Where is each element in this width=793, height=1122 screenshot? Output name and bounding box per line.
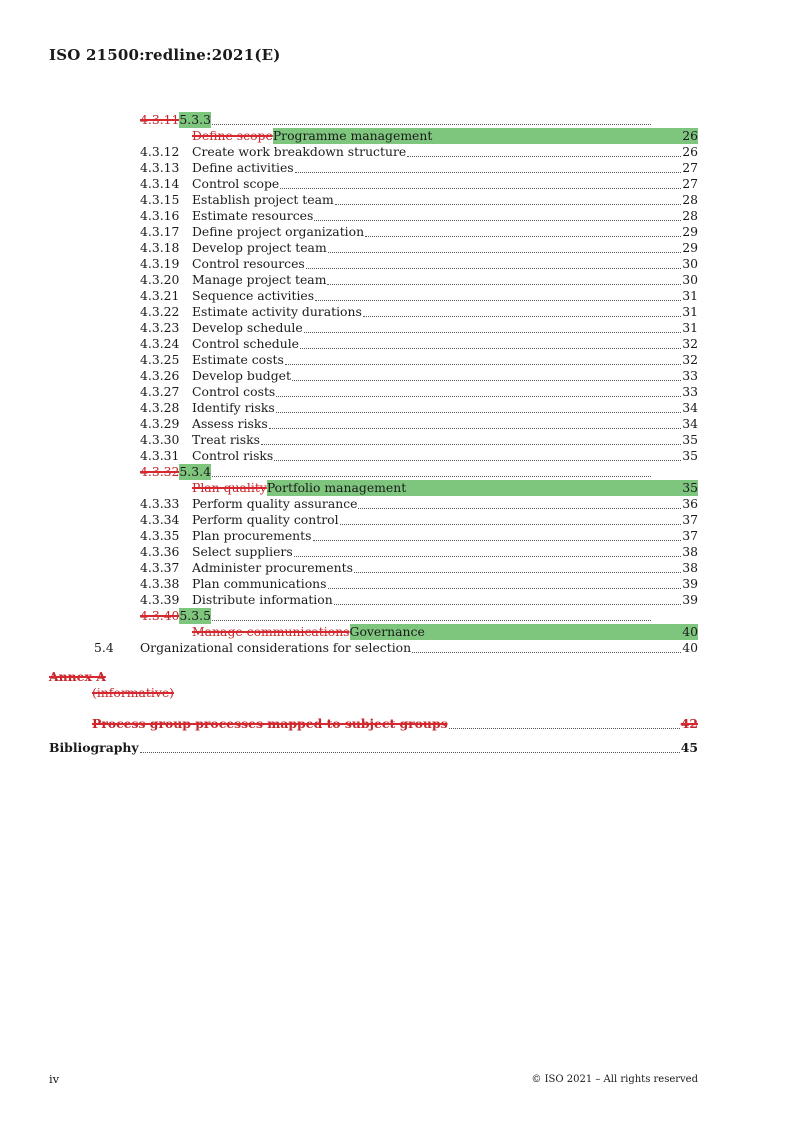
inserted-title-block [350, 624, 698, 640]
section-title: Control risks [192, 448, 274, 463]
section-title: Create work breakdown structure [192, 144, 407, 159]
leader-dots [294, 555, 682, 557]
footer-copyright: © ISO 2021 – All rights reserved [531, 1074, 698, 1085]
leader-dots [140, 751, 680, 753]
toc-row-5-3-4-title[interactable] [192, 480, 698, 496]
toc-row[interactable] [140, 416, 698, 432]
page-number: 31 [682, 304, 698, 319]
section-number: 4.3.26 [140, 368, 180, 383]
section-number: 4.3.36 [140, 544, 180, 559]
annex-label[interactable]: Annex A [49, 669, 106, 684]
section-number: 4.3.25 [140, 352, 180, 367]
inserted-title-block [267, 480, 698, 496]
page-number: 27 [682, 176, 698, 191]
section-title: Develop project team [192, 240, 327, 255]
section-title: Distribute information [192, 592, 333, 607]
page-number: 38 [682, 560, 698, 575]
section-title: Define activities [192, 160, 294, 175]
inserted-number: 5.3.5 [179, 608, 211, 623]
leader-dots [212, 123, 651, 125]
toc-row[interactable] [140, 144, 698, 160]
toc-row[interactable] [140, 384, 698, 400]
toc-row[interactable] [140, 560, 698, 576]
leader-dots [449, 727, 680, 729]
toc-row[interactable] [140, 304, 698, 320]
section-title: Assess risks [192, 416, 268, 431]
section-number: 4.3.22 [140, 304, 180, 319]
leader-dots [280, 187, 681, 189]
page-number: 29 [682, 224, 698, 239]
leader-dots [412, 651, 681, 653]
section-title: Control resources [192, 256, 305, 271]
section-number: 4.3.28 [140, 400, 180, 415]
leader-dots [269, 427, 681, 429]
section-title: Control costs [192, 384, 276, 399]
section-title: Organizational considerations for selection [140, 640, 412, 655]
toc-row-5-3-5-number[interactable] [140, 608, 652, 624]
toc-row[interactable] [140, 368, 698, 384]
leader-dots [340, 523, 682, 525]
toc-row-bibliography[interactable] [49, 740, 698, 756]
toc-row[interactable] [140, 256, 698, 272]
toc-row[interactable] [140, 512, 698, 528]
toc-row[interactable] [140, 320, 698, 336]
toc-row[interactable] [140, 592, 698, 608]
page-number: 36 [682, 496, 698, 511]
page-number: 32 [682, 336, 698, 351]
toc-row[interactable] [140, 400, 698, 416]
leader-dots [285, 363, 681, 365]
inserted-title: Governance [349, 624, 425, 639]
toc-row[interactable] [140, 448, 698, 464]
section-title: Process group processes mapped to subject groups [92, 716, 448, 731]
section-number: 4.3.14 [140, 176, 180, 191]
page-number: 38 [682, 544, 698, 559]
leader-dots [335, 203, 682, 205]
leader-dots [295, 171, 682, 173]
toc-row[interactable] [140, 272, 698, 288]
leader-dots [313, 539, 682, 541]
toc-row[interactable] [140, 224, 698, 240]
document-header: ISO 21500:redline:2021(E) [49, 46, 281, 64]
section-number: 4.3.31 [140, 448, 180, 463]
toc-row[interactable] [140, 496, 698, 512]
toc-row[interactable] [140, 544, 698, 560]
section-title: Estimate activity durations [192, 304, 362, 319]
leader-dots [354, 571, 681, 573]
leader-dots [306, 267, 681, 269]
page-number: 40 [682, 640, 698, 655]
toc-row[interactable] [140, 576, 698, 592]
page-number: 35 [682, 480, 698, 495]
section-title: Estimate resources [192, 208, 314, 223]
page-number: 29 [682, 240, 698, 255]
section-number: 4.3.35 [140, 528, 180, 543]
leader-dots [276, 395, 681, 397]
leader-dots [327, 283, 681, 285]
leader-dots [407, 155, 681, 157]
toc-row[interactable] [140, 192, 698, 208]
toc-row[interactable] [140, 288, 698, 304]
page-number: 45 [680, 740, 698, 755]
page-number: 37 [682, 528, 698, 543]
leader-dots [300, 347, 681, 349]
section-number: 4.3.17 [140, 224, 180, 239]
section-title: Sequence activities [192, 288, 315, 303]
section-number: 4.3.21 [140, 288, 180, 303]
section-title: Plan procurements [192, 528, 312, 543]
leader-dots [292, 379, 681, 381]
section-number: 4.3.19 [140, 256, 180, 271]
page-number: 30 [682, 272, 698, 287]
section-title: Administer procurements [192, 560, 353, 575]
section-number: 4.3.18 [140, 240, 180, 255]
section-title: Establish project team [192, 192, 334, 207]
section-title: Treat risks [192, 432, 260, 447]
page-number: 28 [682, 192, 698, 207]
section-number: 4.3.37 [140, 560, 180, 575]
deleted-title: Manage communications [192, 624, 350, 639]
toc-row-5-3-5-title[interactable] [192, 624, 698, 640]
section-title: Control scope [192, 176, 280, 191]
section-number: 4.3.27 [140, 384, 180, 399]
leader-dots [363, 315, 681, 317]
section-number: 4.3.23 [140, 320, 180, 335]
leader-dots [358, 507, 681, 509]
leader-dots [314, 219, 681, 221]
page-number: 27 [682, 160, 698, 175]
toc-row[interactable] [140, 208, 698, 224]
annex-subtitle: (informative) [92, 685, 174, 700]
page-number: 32 [682, 352, 698, 367]
leader-dots [365, 235, 681, 237]
section-number: 4.3.24 [140, 336, 180, 351]
inserted-title-block [273, 128, 698, 144]
leader-dots [334, 603, 682, 605]
deleted-title: Define scope [192, 128, 273, 143]
page-number: 33 [682, 384, 698, 399]
leader-dots [304, 331, 682, 333]
section-number: 5.4 [94, 640, 114, 655]
toc-row[interactable] [140, 160, 698, 176]
section-title: Identify risks [192, 400, 275, 415]
page-number: 26 [682, 144, 698, 159]
section-number: 4.3.13 [140, 160, 180, 175]
page-number: 34 [682, 400, 698, 415]
deleted-number: 4.3.32 [140, 464, 180, 479]
leader-dots [328, 587, 682, 589]
leader-dots [276, 411, 682, 413]
section-title: Control schedule [192, 336, 300, 351]
page-number: 33 [682, 368, 698, 383]
leader-dots [212, 619, 651, 621]
deleted-number: 4.3.40 [140, 608, 180, 623]
page-number: 34 [682, 416, 698, 431]
section-title: Select suppliers [192, 544, 293, 559]
inserted-title: Programme management [272, 128, 433, 143]
page-number: 40 [682, 624, 698, 639]
toc-row-5-4[interactable] [94, 640, 698, 656]
section-title: Perform quality control [192, 512, 339, 527]
page-number: 35 [682, 432, 698, 447]
page-number: 26 [682, 128, 698, 143]
section-title: Develop schedule [192, 320, 303, 335]
section-number: 4.3.16 [140, 208, 180, 223]
section-number: 4.3.39 [140, 592, 180, 607]
footer-page-number: iv [49, 1072, 60, 1086]
section-number: 4.3.34 [140, 512, 180, 527]
section-number: 4.3.29 [140, 416, 180, 431]
toc-row[interactable] [140, 176, 698, 192]
leader-dots [315, 299, 681, 301]
section-title: Manage project team [192, 272, 327, 287]
deleted-number: 4.3.11 [140, 112, 180, 127]
leader-dots [261, 443, 681, 445]
section-title: Define project organization [192, 224, 365, 239]
leader-dots [212, 475, 651, 477]
toc-row-5-3-4-number[interactable] [140, 464, 652, 480]
section-number: 4.3.33 [140, 496, 180, 511]
deleted-title: Plan quality [192, 480, 267, 495]
toc-row[interactable] [140, 336, 698, 352]
toc-row-5-3-3-number[interactable] [140, 112, 652, 128]
toc-row-annex-title[interactable] [92, 716, 698, 732]
toc-row[interactable] [140, 240, 698, 256]
section-title: Perform quality assurance [192, 496, 358, 511]
leader-dots [274, 459, 681, 461]
toc-row[interactable] [140, 528, 698, 544]
page-number: 39 [682, 592, 698, 607]
section-title: Develop budget [192, 368, 291, 383]
section-number: 4.3.20 [140, 272, 180, 287]
inserted-number: 5.3.4 [179, 464, 211, 479]
page-number: 31 [682, 288, 698, 303]
section-number: 4.3.15 [140, 192, 180, 207]
inserted-number: 5.3.3 [179, 112, 211, 127]
section-number: 4.3.38 [140, 576, 180, 591]
toc-row[interactable] [140, 432, 698, 448]
toc-row[interactable] [140, 352, 698, 368]
section-title: Plan communications [192, 576, 327, 591]
page-number: 37 [682, 512, 698, 527]
toc-row-5-3-3-title[interactable] [192, 128, 698, 144]
page-number: 39 [682, 576, 698, 591]
section-number: 4.3.30 [140, 432, 180, 447]
leader-dots [328, 251, 682, 253]
inserted-title: Portfolio management [266, 480, 407, 495]
section-title: Bibliography [49, 740, 139, 755]
page-number: 42 [680, 716, 698, 731]
page-number: 30 [682, 256, 698, 271]
section-number: 4.3.12 [140, 144, 180, 159]
page-number: 31 [682, 320, 698, 335]
page-number: 35 [682, 448, 698, 463]
page-number: 28 [682, 208, 698, 223]
section-title: Estimate costs [192, 352, 284, 367]
